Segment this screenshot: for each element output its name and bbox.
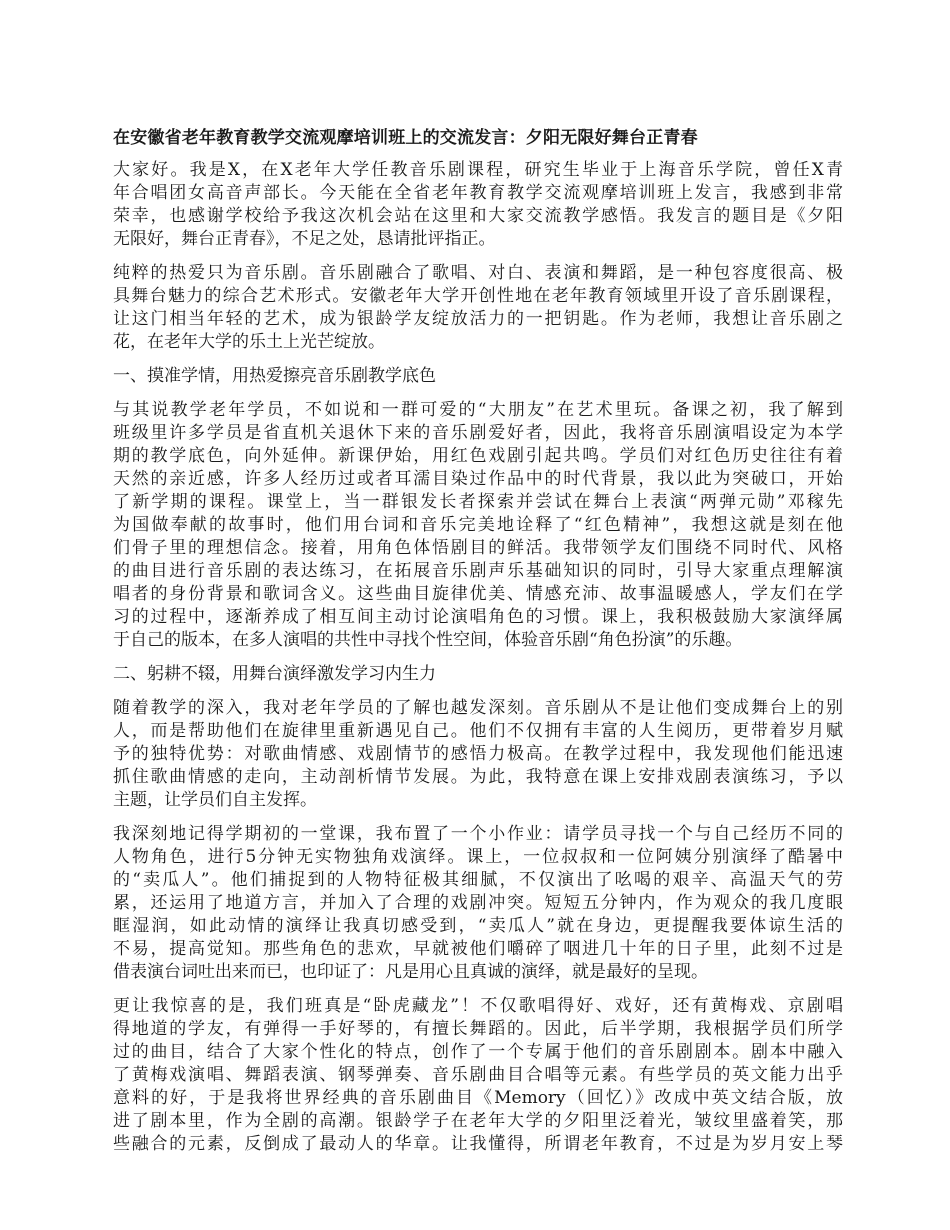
document-page bbox=[113, 126, 843, 1167]
paragraph-line: 为国做奉献的故事时，他们用台词和音乐完美地诠释了“红色精神”，我想这就是刻在他 bbox=[113, 515, 843, 535]
paragraph-line: 随着教学的深入，我对老年学员的了解也越发深刻。音乐剧从不是让他们变成舞台上的别 bbox=[113, 698, 843, 718]
paragraph bbox=[113, 159, 843, 251]
document-title: 在安徽省老年教育教学交流观摩培训班上的交流发言：夕阳无限好舞台正青春 bbox=[113, 128, 698, 148]
paragraph-line: 期的教学底色，向外延伸。新课伊始，用红色戏剧引起共鸣。学员们对红色历史往往有着 bbox=[113, 446, 843, 466]
paragraph-line: 更让我惊喜的是，我们班真是“卧虎藏龙”！不仅歌唱得好、戏好，还有黄梅戏、京剧唱 bbox=[113, 996, 843, 1016]
section-heading: 一、摸准学情，用热爱擦亮音乐剧教学底色 bbox=[113, 366, 436, 386]
paragraph bbox=[113, 399, 843, 652]
paragraph-line: 主题，让学员们自主发挥。 bbox=[113, 790, 317, 810]
paragraph-line: 唱者的身份背景和歌词含义。这些曲目旋律优美、情感充沛、故事温暖感人，学友们在学 bbox=[113, 584, 843, 604]
paragraph bbox=[113, 697, 843, 812]
paragraph-line: 年合唱团女高音声部长。今天能在全省老年教育教学交流观摩培训班上发言，我感到非常 bbox=[113, 183, 843, 203]
paragraph-line: 不易，提高觉知。那些角色的悲欢，早就被他们嚼碎了咽进几十年的日子里，此刻不过是 bbox=[113, 939, 843, 959]
paragraph-line: 天然的亲近感，许多人经历过或者耳濡目染过作品中的时代背景，我以此为突破口，开始 bbox=[113, 469, 843, 489]
paragraph-line: 人，而是帮助他们在旋律里重新遇见自己。他们不仅拥有丰富的人生阅历，更带着岁月赋 bbox=[113, 721, 843, 741]
paragraph-line: 得地道的学友，有弹得一手好琴的，有擅长舞蹈的。因此，后半学期，我根据学员们所学 bbox=[113, 1019, 843, 1039]
section-heading: 二、躬耕不辍，用舞台演绎激发学习内生力 bbox=[113, 664, 436, 684]
paragraph-line: 于自己的版本，在多人演唱的共性中寻找个性空间，体验音乐剧“角色扮演”的乐趣。 bbox=[113, 630, 743, 650]
paragraph-line: 过的曲目，结合了大家个性化的特点，创作了一个专属于他们的音乐剧剧本。剧本中融入 bbox=[113, 1042, 843, 1062]
paragraph-line: 的曲目进行音乐剧的表达练习，在拓展音乐剧声乐基础知识的同时，引导大家重点理解演 bbox=[113, 561, 843, 581]
paragraph bbox=[113, 823, 843, 984]
paragraph-line: 了黄梅戏演唱、舞蹈表演、钢琴弹奏、音乐剧曲目合唱等元素。有些学员的英文能力出乎 bbox=[113, 1065, 843, 1085]
paragraph-line: 眶湿润，如此动情的演绎让我真切感受到，“卖瓜人”就在身边，更提醒我要体谅生活的 bbox=[113, 916, 843, 936]
paragraph-line: 班级里许多学员是省直机关退休下来的音乐剧爱好者，因此，我将音乐剧演唱设定为本学 bbox=[113, 423, 843, 443]
paragraph bbox=[113, 262, 843, 354]
paragraph-line: 些融合的元素，反倒成了最动人的华章。让我懂得，所谓老年教育，不过是为岁月安上琴 bbox=[113, 1134, 843, 1154]
paragraph-line: 让这门相当年轻的艺术，成为银龄学友绽放活力的一把钥匙。作为老师，我想让音乐剧之 bbox=[113, 309, 843, 329]
paragraph-line: 纯粹的热爱只为音乐剧。音乐剧融合了歌唱、对白、表演和舞蹈，是一种包容度很高、极 bbox=[113, 263, 843, 283]
paragraph-line: 大家好。我是X，在X老年大学任教音乐剧课程，研究生毕业于上海音乐学院，曾任X青 bbox=[113, 160, 843, 180]
paragraph-line: 无限好，舞台正青春》，不足之处，恳请批评指正。 bbox=[113, 229, 496, 249]
paragraph-line: 们骨子里的理想信念。接着，用角色体悟剧目的鲜活。我带领学友们围绕不同时代、风格 bbox=[113, 538, 843, 558]
paragraph-line: 与其说教学老年学员，不如说和一群可爱的“大朋友”在艺术里玩。备课之初，我了解到 bbox=[113, 400, 843, 420]
paragraph-line: 我深刻地记得学期初的一堂课，我布置了一个小作业：请学员寻找一个与自己经历不同的 bbox=[113, 824, 843, 844]
paragraph-line: 具舞台魅力的综合艺术形式。安徽老年大学开创性地在老年教育领域里开设了音乐剧课程， bbox=[113, 286, 843, 306]
paragraph-line: 荣幸，也感谢学校给予我这次机会站在这里和大家交流教学感悟。我发言的题目是《夕阳 bbox=[113, 206, 843, 226]
paragraph-line: 借表演台词吐出来而已，也印证了：凡是用心且真诚的演绎，就是最好的呈现。 bbox=[113, 962, 708, 982]
paragraph-line: 予的独特优势：对歌曲情感、戏剧情节的感悟力极高。在教学过程中，我发现他们能迅速 bbox=[113, 744, 843, 764]
paragraph-line: 意料的好，于是我将世界经典的音乐剧曲目《Memory（回忆）》改成中英文结合版，放 bbox=[113, 1088, 843, 1108]
paragraph-line: 了新学期的课程。课堂上，当一群银发长者探索并尝试在舞台上表演“两弹元勋”邓稼先 bbox=[113, 492, 843, 512]
paragraph-line: 进了剧本里，作为全剧的高潮。银龄学子在老年大学的夕阳里泛着光，皱纹里盛着笑，那 bbox=[113, 1111, 843, 1131]
paragraph-line: 习的过程中，逐渐养成了相互间主动讨论演唱角色的习惯。课上，我积极鼓励大家演绎属 bbox=[113, 607, 843, 627]
paragraph-line: 累，还运用了地道方言，并加入了合理的戏剧冲突。短短五分钟内，作为观众的我几度眼 bbox=[113, 893, 843, 913]
paragraph-line: 人物角色，进行5分钟无实物独角戏演绎。课上，一位叔叔和一位阿姨分别演绎了酷暑中 bbox=[113, 847, 843, 867]
paragraph-line: 的“卖瓜人”。他们捕捉到的人物特征极其细腻，不仅演出了吆喝的艰辛、高温天气的劳 bbox=[113, 870, 843, 890]
paragraph-line: 花，在老年大学的乐土上光芒绽放。 bbox=[113, 332, 385, 352]
paragraph bbox=[113, 995, 843, 1156]
paragraph-line: 抓住歌曲情感的走向，主动剖析情节发展。为此，我特意在课上安排戏剧表演练习，予以 bbox=[113, 767, 843, 787]
document-body bbox=[113, 159, 843, 1156]
